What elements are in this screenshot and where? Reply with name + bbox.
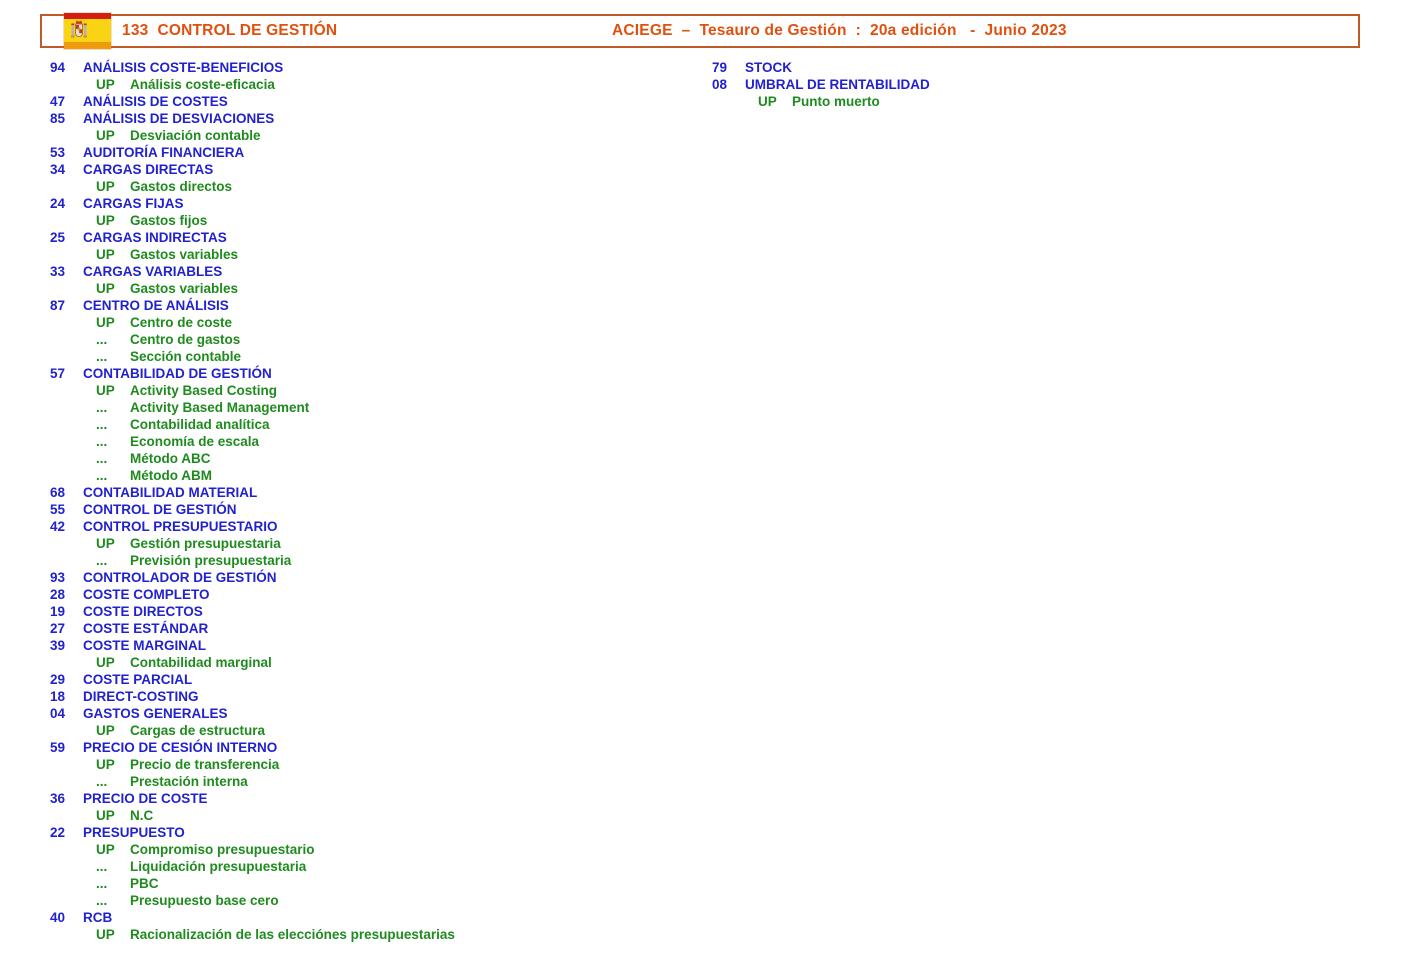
term-label: ANÁLISIS COSTE-BENEFICIOS <box>83 60 284 75</box>
term-number: 55 <box>50 502 66 517</box>
relation-label: ... <box>96 859 108 874</box>
related-term-line <box>40 178 702 195</box>
related-term-line <box>40 875 702 892</box>
related-term-line <box>40 756 702 773</box>
related-term: Gastos variables <box>130 281 239 296</box>
term-label: COSTE MARGINAL <box>83 638 206 653</box>
relation-label: UP <box>96 808 115 823</box>
category-title: CONTROL DE GESTIÓN <box>157 22 338 39</box>
relation-label: UP <box>96 723 115 738</box>
term-label: PRESUPUESTO <box>83 825 185 840</box>
term-number: 59 <box>50 740 66 755</box>
related-term-line <box>40 76 702 93</box>
relation-label: UP <box>96 77 115 92</box>
term-number: 47 <box>50 94 66 109</box>
related-term: Economía de escala <box>130 434 260 449</box>
relation-label: UP <box>96 655 115 670</box>
related-term-line <box>40 535 702 552</box>
related-term-line <box>40 127 702 144</box>
term-entry-line <box>40 739 702 756</box>
flag-orange-stripe <box>64 42 111 49</box>
related-term: Análisis coste-eficacia <box>130 77 275 92</box>
term-number: 39 <box>50 638 66 653</box>
term-number: 40 <box>50 910 66 925</box>
term-label: CENTRO DE ANÁLISIS <box>83 298 229 313</box>
relation-label: ... <box>96 332 108 347</box>
related-term: Gastos variables <box>130 247 239 262</box>
term-number: 25 <box>50 230 66 245</box>
relation-label: UP <box>96 757 115 772</box>
term-number: 94 <box>50 60 66 75</box>
term-label: COSTE COMPLETO <box>83 587 210 602</box>
term-number: 04 <box>50 706 66 721</box>
term-label: PRECIO DE CESIÓN INTERNO <box>83 740 278 755</box>
term-label: ANÁLISIS DE DESVIACIONES <box>83 111 275 126</box>
related-term: Compromiso presupuestario <box>130 842 315 857</box>
term-entry-line <box>40 365 702 382</box>
related-term: Previsión presupuestaria <box>130 553 292 568</box>
term-number: 93 <box>50 570 66 585</box>
relation-label: UP <box>96 536 115 551</box>
term-entry-line <box>40 110 702 127</box>
term-entry-line <box>40 824 702 841</box>
term-label: GASTOS GENERALES <box>83 706 228 721</box>
related-term-line <box>40 552 702 569</box>
related-term: Presupuesto base cero <box>130 893 279 908</box>
related-term-line <box>40 926 702 943</box>
term-number: 08 <box>712 77 728 92</box>
term-entry-line <box>40 484 702 501</box>
term-number: 87 <box>50 298 66 313</box>
relation-label: UP <box>96 281 115 296</box>
related-term-line <box>40 246 702 263</box>
relation-label: UP <box>96 842 115 857</box>
relation-label: ... <box>96 893 108 908</box>
related-term: Activity Based Costing <box>130 383 278 398</box>
related-term: Punto muerto <box>792 94 880 109</box>
term-label: COSTE PARCIAL <box>83 672 193 687</box>
related-term-line <box>40 433 702 450</box>
related-term: Contabilidad marginal <box>130 655 272 670</box>
related-term-line <box>40 416 702 433</box>
category-number: 133 <box>122 22 149 39</box>
term-number: 53 <box>50 145 66 160</box>
related-term: N.C <box>130 808 154 823</box>
term-number: 29 <box>50 672 66 687</box>
related-term-line <box>40 722 702 739</box>
page-title <box>122 22 337 40</box>
term-label: CARGAS VARIABLES <box>83 264 223 279</box>
term-number: 19 <box>50 604 66 619</box>
term-number: 42 <box>50 519 66 534</box>
term-number: 28 <box>50 587 66 602</box>
term-number: 33 <box>50 264 66 279</box>
related-term-line <box>40 807 702 824</box>
related-term: Liquidación presupuestaria <box>130 859 307 874</box>
relation-label: ... <box>96 553 108 568</box>
relation-label: UP <box>96 179 115 194</box>
term-label: CONTROL DE GESTIÓN <box>83 502 237 517</box>
related-term: Gastos fijos <box>130 213 208 228</box>
term-number: 68 <box>50 485 66 500</box>
term-entry-line <box>40 161 702 178</box>
related-term-line <box>40 654 702 671</box>
related-term-line <box>40 212 702 229</box>
term-label: STOCK <box>745 60 793 75</box>
term-number: 27 <box>50 621 66 636</box>
term-label: COSTE DIRECTOS <box>83 604 203 619</box>
term-label: CONTROLADOR DE GESTIÓN <box>83 570 277 585</box>
related-term-line <box>40 314 702 331</box>
term-number: 22 <box>50 825 66 840</box>
relation-label: UP <box>96 213 115 228</box>
term-label: DIRECT-COSTING <box>83 689 199 704</box>
related-term-line <box>40 841 702 858</box>
term-entry-line <box>40 586 702 603</box>
related-term: Cargas de estructura <box>130 723 266 738</box>
related-term-line <box>40 467 702 484</box>
header <box>40 14 1360 48</box>
related-term: PBC <box>130 876 159 891</box>
relation-label: UP <box>96 383 115 398</box>
relation-label: UP <box>96 315 115 330</box>
term-number: 24 <box>50 196 66 211</box>
term-label: AUDITORÍA FINANCIERA <box>83 145 245 160</box>
related-term: Gastos directos <box>130 179 233 194</box>
term-entry-line <box>40 569 702 586</box>
term-entry-line <box>40 297 702 314</box>
term-entry-line <box>40 518 702 535</box>
relation-label: ... <box>96 468 108 483</box>
term-entry-line <box>702 76 1364 93</box>
term-label: CONTABILIDAD DE GESTIÓN <box>83 366 272 381</box>
relation-label: ... <box>96 774 108 789</box>
related-term: Racionalización de las elecciónes presupuestarias <box>130 927 455 942</box>
term-entry-line <box>40 59 702 76</box>
term-label: CONTROL PRESUPUESTARIO <box>83 519 278 534</box>
term-label: CONTABILIDAD MATERIAL <box>83 485 258 500</box>
term-label: ANÁLISIS DE COSTES <box>83 94 228 109</box>
term-entry-line <box>702 59 1364 76</box>
term-entry-line <box>40 705 702 722</box>
term-entry-line <box>40 93 702 110</box>
related-term-line <box>40 331 702 348</box>
term-number: 79 <box>712 60 728 75</box>
term-number: 85 <box>50 111 66 126</box>
term-number: 36 <box>50 791 66 806</box>
term-entry-line <box>40 229 702 246</box>
related-term: Centro de gastos <box>130 332 241 347</box>
related-term: Centro de coste <box>130 315 233 330</box>
term-entry-line <box>40 603 702 620</box>
term-entry-line <box>40 195 702 212</box>
relation-label: ... <box>96 417 108 432</box>
relation-label: ... <box>96 434 108 449</box>
related-term-line <box>702 93 1364 110</box>
relation-label: ... <box>96 400 108 415</box>
related-term-line <box>40 450 702 467</box>
related-term-line <box>40 382 702 399</box>
flag-yellow-stripe <box>64 19 111 42</box>
term-label: RCB <box>83 910 113 925</box>
related-term: Método ABM <box>130 468 212 483</box>
related-term-line <box>40 892 702 909</box>
relation-label: UP <box>96 927 115 942</box>
term-entry-line <box>40 909 702 926</box>
relation-label: ... <box>96 349 108 364</box>
term-label: CARGAS FIJAS <box>83 196 184 211</box>
term-label: UMBRAL DE RENTABILIDAD <box>745 77 930 92</box>
related-term-line <box>40 399 702 416</box>
term-entry-line <box>40 263 702 280</box>
term-entry-line <box>40 688 702 705</box>
related-term-line <box>40 280 702 297</box>
term-number: 18 <box>50 689 66 704</box>
relation-label: ... <box>96 876 108 891</box>
related-term: Contabilidad analítica <box>130 417 270 432</box>
term-label: COSTE ESTÁNDAR <box>83 621 209 636</box>
related-term: Gestión presupuestaria <box>130 536 281 551</box>
related-term: Prestación interna <box>130 774 248 789</box>
relation-label: UP <box>96 247 115 262</box>
term-entry-line <box>40 620 702 637</box>
term-entry-line <box>40 501 702 518</box>
term-entry-line <box>40 790 702 807</box>
relation-label: ... <box>96 451 108 466</box>
related-term: Método ABC <box>130 451 211 466</box>
term-column-right <box>702 59 1364 110</box>
related-term: Sección contable <box>130 349 242 364</box>
term-number: 34 <box>50 162 66 177</box>
relation-label: UP <box>758 94 777 109</box>
related-term-line <box>40 858 702 875</box>
term-label: PRECIO DE COSTE <box>83 791 208 806</box>
edition-info: ACIEGE – Tesauro de Gestión : 20a edición - Junio 2023 <box>612 22 1067 39</box>
spain-flag-icon <box>64 13 111 49</box>
related-term: Precio de transferencia <box>130 757 280 772</box>
term-entry-line <box>40 637 702 654</box>
term-label: CARGAS INDIRECTAS <box>83 230 227 245</box>
related-term-line <box>40 773 702 790</box>
term-entry-line <box>40 144 702 161</box>
related-term: Desviación contable <box>130 128 261 143</box>
related-term: Activity Based Management <box>130 400 310 415</box>
coat-of-arms-icon <box>71 20 87 40</box>
term-entry-line <box>40 671 702 688</box>
related-term-line <box>40 348 702 365</box>
term-number: 57 <box>50 366 66 381</box>
term-column-left <box>40 59 702 943</box>
relation-label: UP <box>96 128 115 143</box>
term-label: CARGAS DIRECTAS <box>83 162 214 177</box>
